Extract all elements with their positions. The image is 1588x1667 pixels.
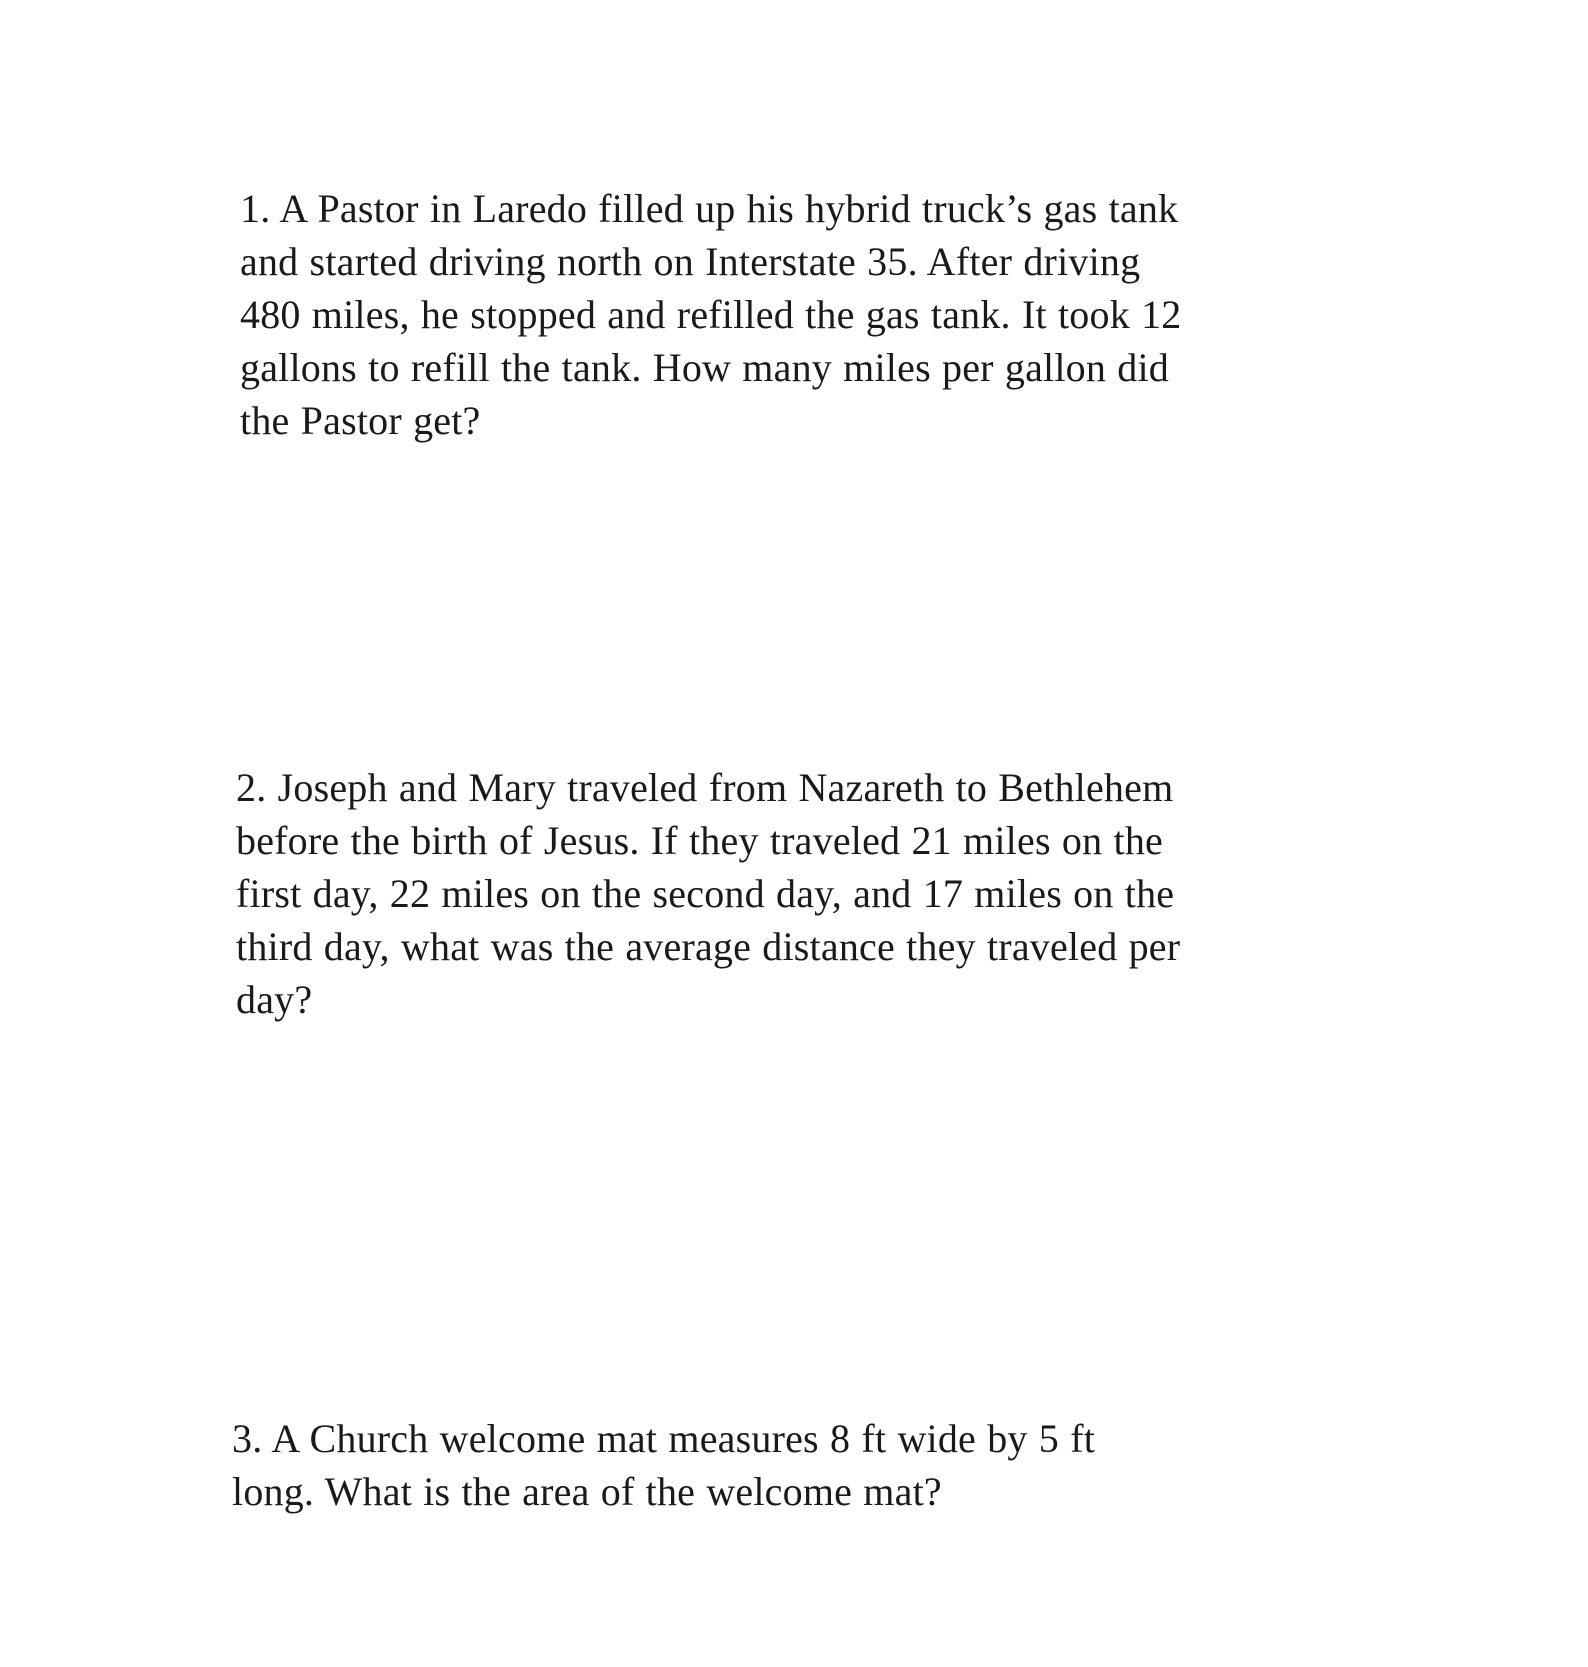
problem-3 xyxy=(232,1412,1352,1518)
problem-1-number: 1. xyxy=(240,186,271,231)
problem-2-text: Joseph and Mary traveled from Nazareth to Bethlehem before the birth of Jesus. If they traveled 21 miles on the first day, 22 miles on the second day, and 17 miles on the third day, what was the average distance they traveled per day? xyxy=(236,765,1181,1022)
problem-2 xyxy=(236,761,1356,1026)
problem-1-text: A Pastor in Laredo filled up his hybrid truck’s gas tank and started driving north on Interstate 35. After driving 480 miles, he stopped and refilled the gas tank. It took 12 gallons to refill the tank. How many miles per gallon did the Pastor get? xyxy=(240,186,1182,443)
problem-3-number: 3. xyxy=(232,1416,263,1461)
problem-3-text: A Church welcome mat measures 8 ft wide by 5 ft long. What is the area of the welcome mat? xyxy=(232,1416,1096,1514)
problem-1 xyxy=(240,182,1360,447)
problem-2-number: 2. xyxy=(236,765,267,810)
